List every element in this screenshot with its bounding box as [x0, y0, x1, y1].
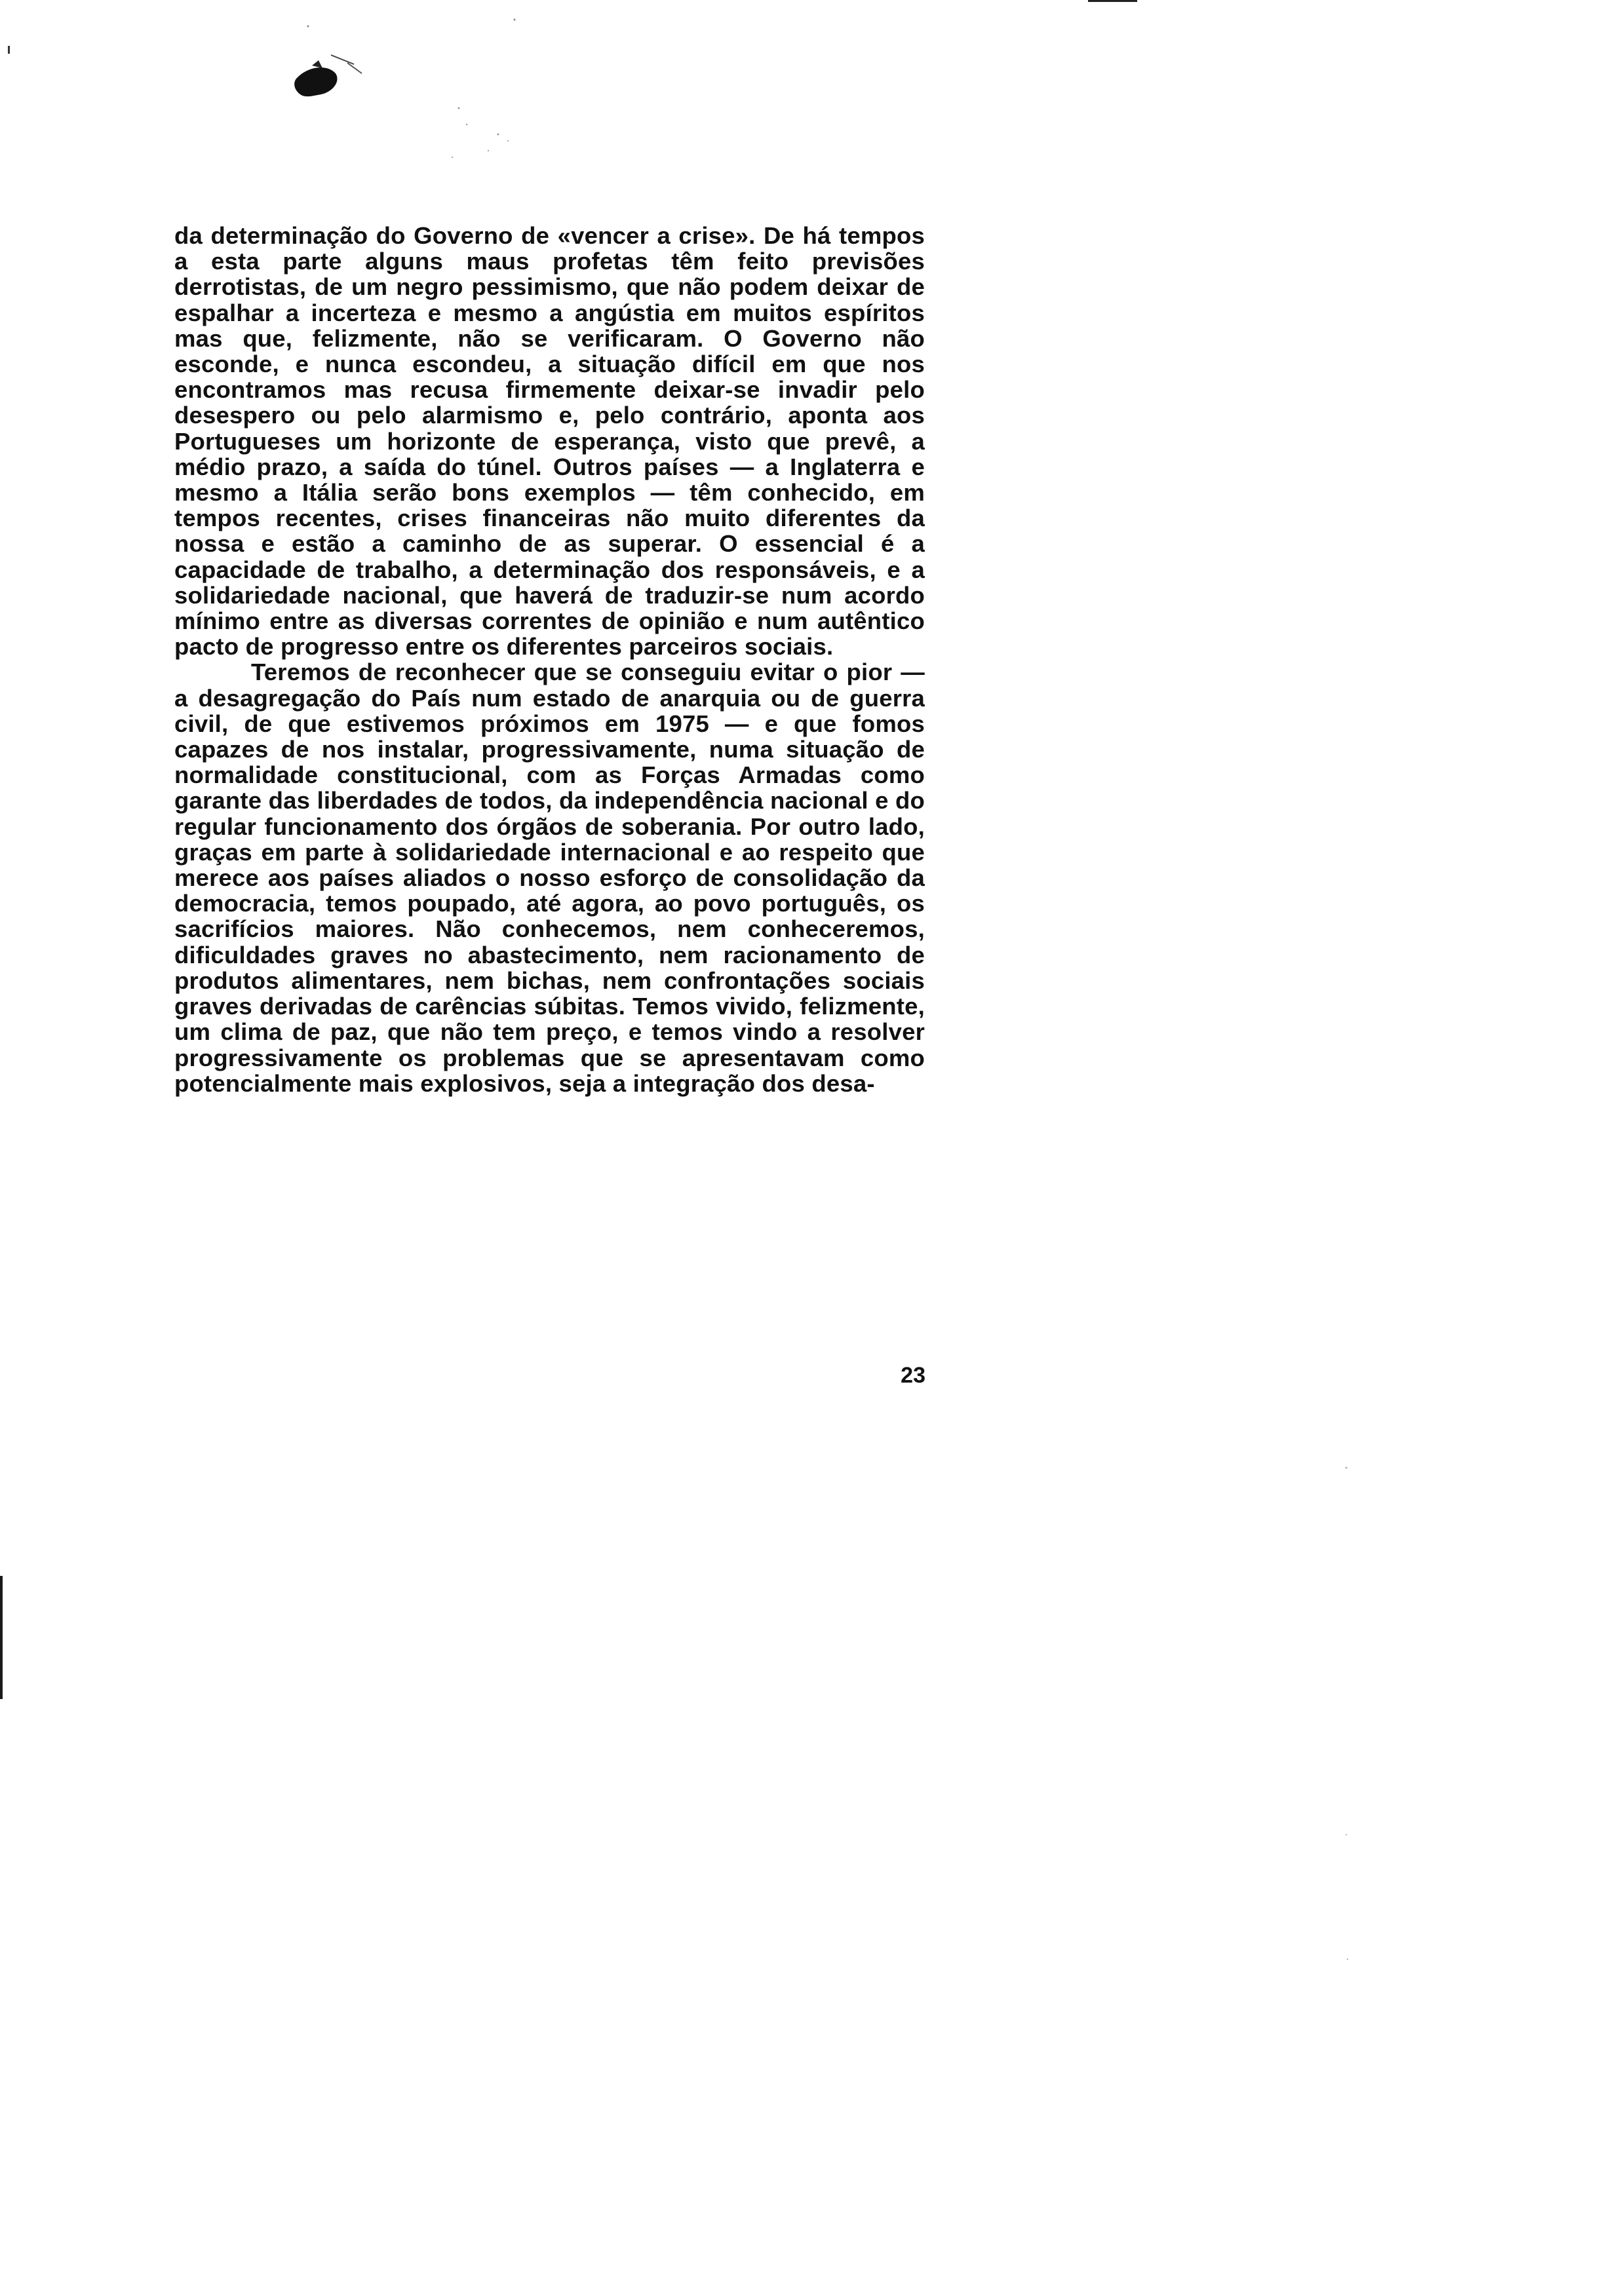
- paragraph: Teremos de reconhecer que se conseguiu evitar o pior — a desagregação do País num estado de anarquia ou de guerra civil, de que estivemos próximos em 1975 — e que fomos capazes de nos instalar, progressivamente, numa situação de normalidade constitucional, com as Forças Armadas como garante das liberdades de todos, da independência nacional e do regular funcionamento dos órgãos de soberania. Por outro lado, graças em parte à solidariedade internacional e ao respeito que merece aos países aliados o nosso esforço de consolidação da democracia, temos poupado, até agora, ao povo português, os sacrifícios maiores. Não conhecemos, nem conheceremos, dificuldades graves no abastecimento, nem racionamento de produtos alimentares, nem bichas, nem confrontações sociais graves derivadas de carências súbitas. Temos vivido, felizmente, um clima de paz, que não tem preço, e temos vindo a resolver progressivamente os problemas que se apresentavam como potencialmente mais explosivos, seja a integração dos desa-: [174, 659, 925, 1097]
- scan-top-rule: [1088, 0, 1137, 2]
- body-text: [174, 223, 925, 1096]
- scan-edge-bar: [0, 1576, 3, 1699]
- paragraph: da determinação do Governo de «vencer a crise». De há tempos a esta parte alguns maus profetas têm feito previsões derrotistas, de um negro pessimismo, que não podem deixar de espalhar a incerteza e mesmo a angústia em muitos espíritos mas que, felizmente, não se verificaram. O Governo não esconde, e nunca escondeu, a situação difícil em que nos encontramos mas recusa firmemente deixar-se invadir pelo desespero ou pelo alarmismo e, pelo contrário, aponta aos Portugueses um horizonte de esperança, visto que prevê, a médio prazo, a saída do túnel. Outros países — a Inglaterra e mesmo a Itália serão bons exemplos — têm conhecido, em tempos recentes, crises financeiras não muito diferentes da nossa e estão a caminho de as superar. O essencial é a capacidade de trabalho, a determinação dos responsáveis, e a solidariedade nacional, que haverá de traduzir-se num acordo mínimo entre as diversas correntes de opinião e num autêntico pacto de progresso entre os diferentes parceiros sociais.: [174, 222, 925, 660]
- page-number: 23: [901, 1363, 925, 1388]
- scan-speck: [8, 46, 10, 54]
